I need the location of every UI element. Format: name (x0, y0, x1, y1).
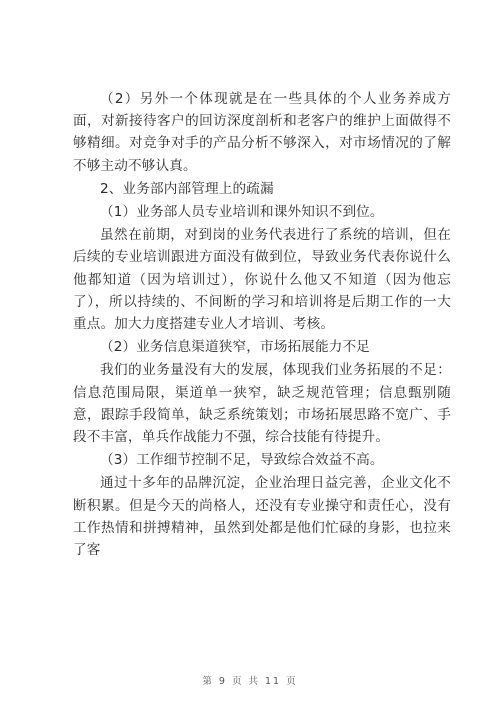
page-number-footer: 第 9 页 共 11 页 (202, 676, 298, 687)
paragraph-info-channels: 我们的业务量没有大的发展，体现我们业务拓展的不足：信息范围局限，渠道单一狭窄，缺乏规范管理；信息甄别随意，跟踪手段简单，缺乏系统策划；市场拓展思路不宽广、手段不丰富，单兵作战能力不强，综合技能有待提升。 (73, 362, 451, 446)
paragraph-point-2-detail: （2）另外一个体现就是在一些具体的个人业务养成方面，对新接待客户的回访深度剖析和老客户的维护上面做得不够精细。对竞争对手的产品分析不够深入，对市场情况的了解不够主动不够认真。 (73, 91, 451, 174)
subheading-training: （1）业务部人员专业培训和课外知识不到位。 (100, 204, 384, 221)
section-heading-internal-management: 2、业务部内部管理上的疏漏 (100, 180, 274, 197)
document-body (73, 88, 451, 561)
paragraph-training: 虽然在前期，对到岗的业务代表进行了系统的培训，但在后续的专业培训跟进方面没有做到位，导致业务代表你说什么他都知道（因为培训过），你说什么他又不知道（因为他忘了），所以持续的、不间断的学习和培训将是后期工作的一大重点。加大力度搭建专业人才培训、考核。 (73, 227, 451, 333)
paragraph-detail-control: 通过十多年的品牌沉淀，企业治理日益完善，企业文化不断积累。但是今天的尚格人，还没有专业操守和责任心，没有工作热情和拼搏精神，虽然到处都是他们忙碌的身影，也拉来了客 (73, 475, 451, 559)
subheading-detail-control: （3）工作细节控制不足，导致综合效益不高。 (100, 452, 384, 469)
subheading-info-channels: （2）业务信息渠道狭窄，市场拓展能力不足 (100, 339, 370, 356)
